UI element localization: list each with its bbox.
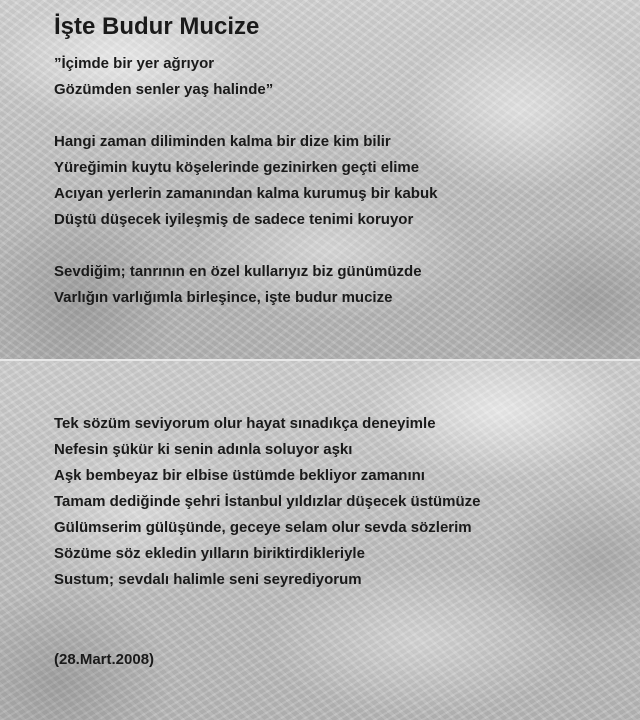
poem-line: Acıyan yerlerin zamanından kalma kurumuş bir kabuk <box>54 185 438 202</box>
poem-line: Yüreğimin kuytu köşelerinde gezinirken geçti elime <box>54 159 420 176</box>
poem-line: Hangi zaman diliminden kalma bir dize kim bilir <box>54 133 391 150</box>
poem-line: Nefesin şükür ki senin adınla soluyor aşkı <box>54 441 353 458</box>
poem-line: Aşk bembeyaz bir elbise üstümde bekliyor zamanını <box>54 467 425 484</box>
poem-line: Düştü düşecek iyileşmiş de sadece tenimi koruyor <box>54 211 414 228</box>
poem-title: İşte Budur Mucize <box>54 13 260 40</box>
poem-line: Gözümden senler yaş halinde” <box>54 81 274 98</box>
poem-line: Tamam dediğinde şehri İstanbul yıldızlar düşecek üstümüze <box>54 493 481 510</box>
poem-line: Tek sözüm seviyorum olur hayat sınadıkça deneyimle <box>54 415 436 432</box>
poem-line: Gülümserim gülüşünde, geceye selam olur sevda sözlerim <box>54 519 472 536</box>
poem-date: (28.Mart.2008) <box>54 651 155 668</box>
poem-line: Sustum; sevdalı halimle seni seyrediyorum <box>54 571 362 588</box>
poem-line: Varlığın varlığımla birleşince, işte budur mucize <box>54 289 393 306</box>
poem-line: Sevdiğim; tanrının en özel kullarıyız biz günümüzde <box>54 263 422 280</box>
poem-line: Sözüme söz ekledin yılların biriktirdikleriyle <box>54 545 365 562</box>
poem-line: ”İçimde bir yer ağrıyor <box>54 55 215 72</box>
